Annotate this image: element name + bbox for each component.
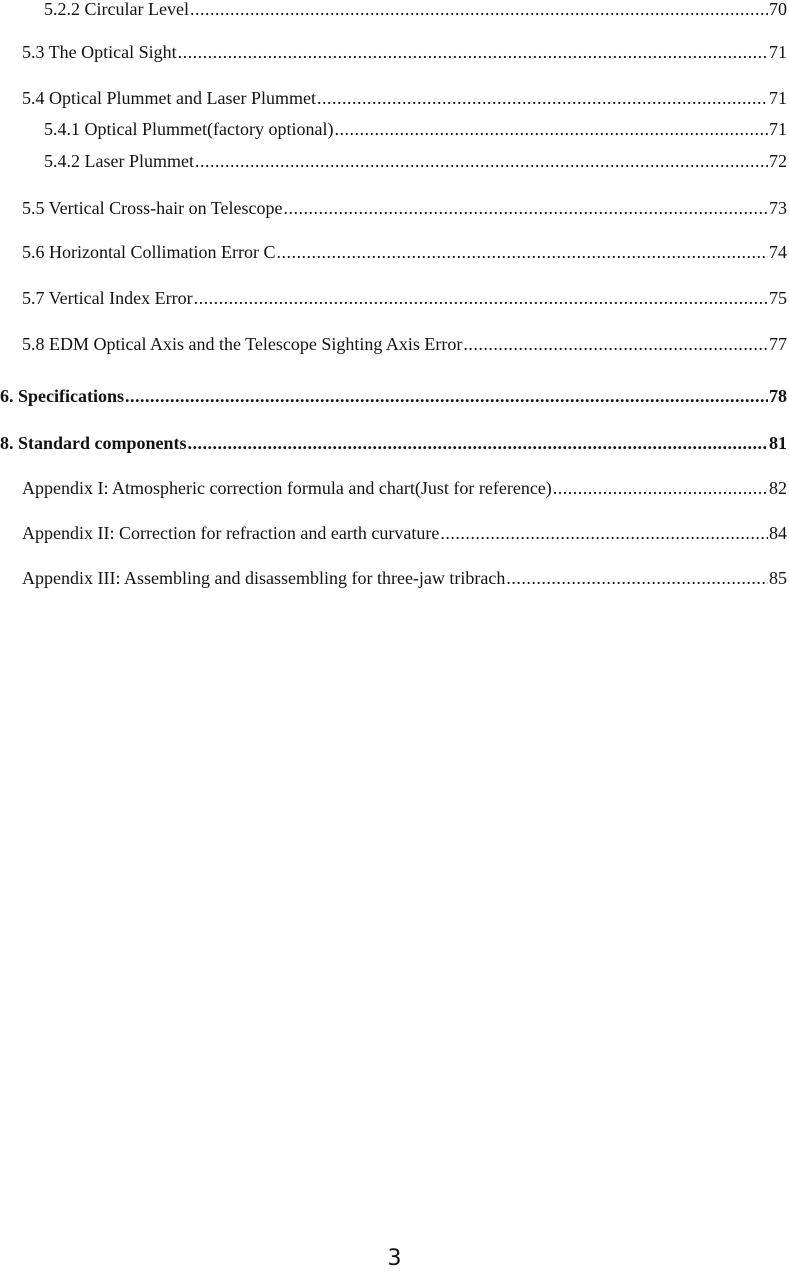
toc-entry-page: 85 bbox=[769, 568, 787, 588]
toc-dot-leader bbox=[334, 118, 768, 140]
toc-dot-leader bbox=[190, 0, 768, 20]
toc-dot-leader bbox=[440, 522, 768, 544]
toc-entry-page: 81 bbox=[769, 433, 787, 453]
toc-entry-title: Appendix I: Atmospheric correction formula and chart(Just for reference) bbox=[22, 478, 552, 498]
toc-entry-page: 71 bbox=[769, 119, 787, 139]
toc-entry-6[interactable] bbox=[0, 385, 787, 407]
toc-dot-leader bbox=[125, 385, 768, 407]
toc-dot-leader bbox=[178, 41, 768, 63]
toc-entry-8[interactable] bbox=[0, 432, 787, 454]
toc-entry-title: Appendix II: Correction for refraction and earth curvature bbox=[22, 523, 440, 543]
toc-dot-leader bbox=[195, 150, 768, 172]
toc-entry-page: 74 bbox=[769, 242, 787, 262]
toc-dot-leader bbox=[506, 567, 768, 589]
toc-entry-title: 5.7 Vertical Index Error bbox=[22, 288, 193, 308]
toc-entry-title: 6. Specifications bbox=[0, 386, 124, 406]
toc-entry-title: 5.4.1 Optical Plummet(factory optional) bbox=[44, 119, 334, 139]
toc-entry-5-7[interactable] bbox=[22, 287, 787, 309]
toc-entry-page: 70 bbox=[769, 0, 787, 19]
toc-entry-page: 82 bbox=[769, 478, 787, 498]
toc-entry-page: 71 bbox=[769, 88, 787, 108]
toc-entry-title: 5.4 Optical Plummet and Laser Plummet bbox=[22, 88, 316, 108]
toc-dot-leader bbox=[284, 197, 768, 219]
toc-entry-page: 75 bbox=[769, 288, 787, 308]
page-number: 3 bbox=[387, 1246, 402, 1271]
toc-entry-page: 77 bbox=[769, 334, 787, 354]
toc-dot-leader bbox=[553, 477, 768, 499]
toc-dot-leader bbox=[194, 287, 768, 309]
toc-entry-page: 73 bbox=[769, 198, 787, 218]
toc-entry-5-5[interactable] bbox=[22, 197, 787, 219]
toc-entry-title: Appendix III: Assembling and disassembling for three-jaw tribrach bbox=[22, 568, 506, 588]
toc-entry-page: 84 bbox=[769, 523, 787, 543]
toc-entry-5-8[interactable] bbox=[22, 333, 787, 355]
toc-entry-5-4-2[interactable] bbox=[44, 150, 787, 172]
toc-entry-title: 8. Standard components bbox=[0, 433, 187, 453]
toc-dot-leader bbox=[463, 333, 768, 355]
toc-entry-page: 71 bbox=[769, 42, 787, 62]
toc-entry-5-4[interactable] bbox=[22, 87, 787, 109]
toc-entry-title: 5.8 EDM Optical Axis and the Telescope Sighting Axis Error bbox=[22, 334, 463, 354]
toc-dot-leader bbox=[188, 432, 768, 454]
toc-entry-title: 5.5 Vertical Cross-hair on Telescope bbox=[22, 198, 283, 218]
toc-entry-title: 5.6 Horizontal Collimation Error C bbox=[22, 242, 276, 262]
toc-entry-5-3[interactable] bbox=[22, 41, 787, 63]
toc-entry-appendix-1[interactable] bbox=[22, 477, 787, 499]
toc-dot-leader bbox=[276, 241, 768, 263]
toc-entry-5-2-2[interactable] bbox=[44, 0, 787, 20]
toc-entry-appendix-3[interactable] bbox=[22, 567, 787, 589]
toc-entry-title: 5.4.2 Laser Plummet bbox=[44, 151, 194, 171]
toc-entry-page: 72 bbox=[769, 151, 787, 171]
toc-entry-5-6[interactable] bbox=[22, 241, 787, 263]
toc-entry-page: 78 bbox=[769, 386, 787, 406]
toc-entry-appendix-2[interactable] bbox=[22, 522, 787, 544]
toc-entry-title: 5.3 The Optical Sight bbox=[22, 42, 177, 62]
toc-entry-title: 5.2.2 Circular Level bbox=[44, 0, 189, 19]
toc-entry-5-4-1[interactable] bbox=[44, 118, 787, 140]
toc-dot-leader bbox=[317, 87, 768, 109]
